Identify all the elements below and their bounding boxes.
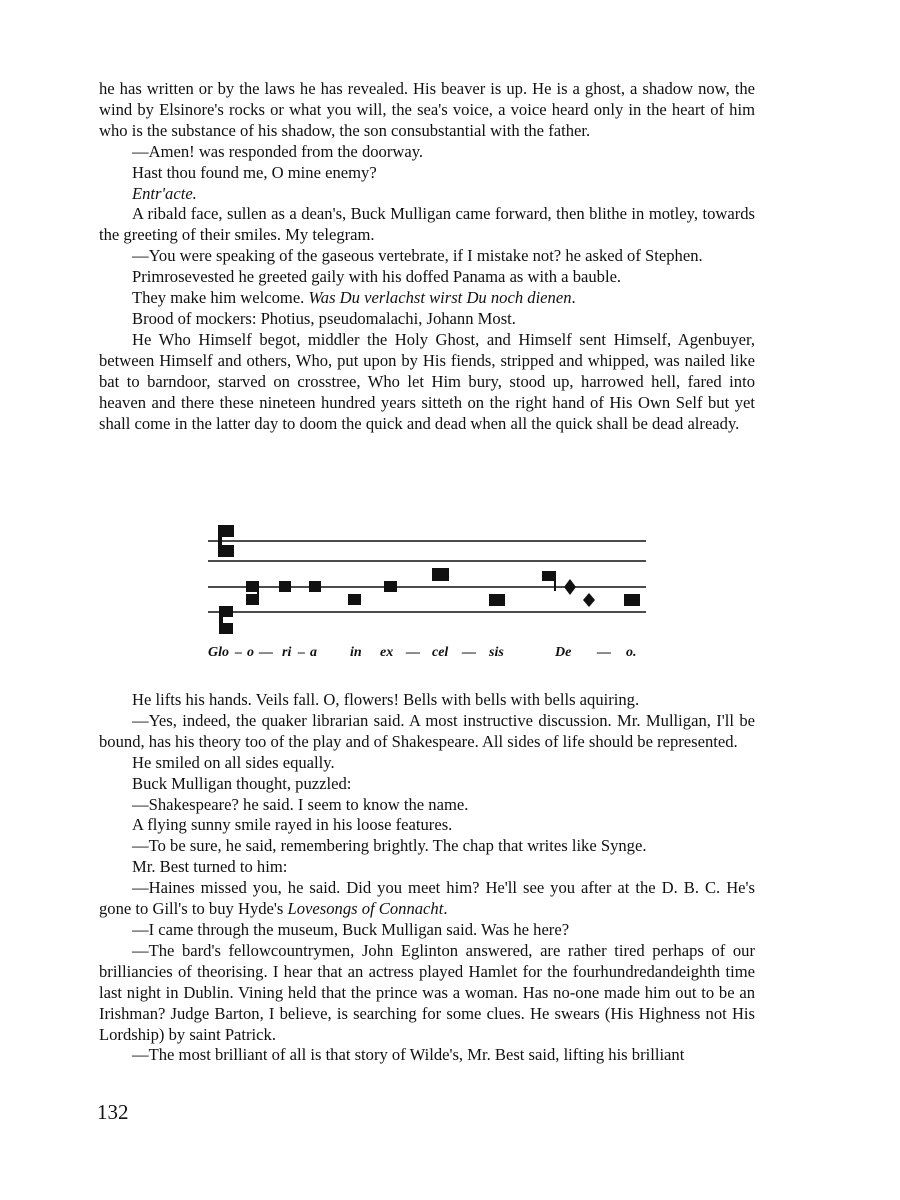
lyric-syllable: a	[310, 645, 317, 660]
paragraph: —I came through the museum, Buck Mulligan said. Was he here?	[132, 919, 570, 939]
music-notation	[200, 515, 660, 665]
text-run: .	[443, 899, 448, 919]
text-run: —Haines missed you, he said. Did you meet him? He'll see you after at the D. B. C. He's gone to Gill's to buy Hyde's	[99, 878, 755, 919]
lyric-syllable: –	[235, 645, 242, 660]
note	[489, 594, 505, 606]
lyric-syllable: cel	[432, 645, 449, 660]
text-run: They make him welcome.	[132, 288, 309, 308]
paragraph: Mr. Best turned to him:	[132, 857, 288, 877]
paragraph: Hast thou found me, O mine enemy?	[132, 162, 377, 182]
page-number: 132	[97, 1100, 129, 1124]
lyric-syllable: ri	[282, 645, 292, 660]
lyric-syllable: —	[462, 645, 476, 660]
lyric-syllable: o	[247, 645, 254, 660]
lyric-syllable: —	[406, 645, 420, 660]
note	[309, 581, 321, 592]
paragraph: —Amen! was responded from the doorway.	[132, 141, 424, 161]
lyric-syllable: o.	[626, 645, 637, 660]
staff-lines	[208, 541, 646, 612]
note	[384, 581, 397, 592]
paragraph: He smiled on all sides equally.	[132, 752, 335, 772]
italic-text: Was Du verlachst wirst Du noch dienen	[308, 288, 572, 308]
note-diamond	[564, 579, 576, 595]
note	[279, 581, 291, 592]
paragraph: —The most brilliant of all is that story of Wilde's, Mr. Best said, lifting his brilliant	[132, 1045, 685, 1065]
note	[432, 568, 449, 581]
note	[542, 571, 556, 581]
lyric-syllable: in	[350, 645, 362, 660]
paragraph: —Shakespeare? he said. I seem to know the name.	[132, 794, 469, 814]
lyric-syllable: sis	[489, 645, 504, 660]
paragraph: A ribald face, sullen as a dean's, Buck Mulligan came forward, then blithe in motley, towards the greeting of their smiles. My telegram.	[99, 204, 755, 245]
paragraph: —You were speaking of the gaseous vertebrate, if I mistake not? he asked of Stephen.	[132, 246, 703, 266]
note	[348, 594, 361, 605]
paragraph-italic	[99, 184, 755, 205]
italic-text: Lovesongs of Connacht	[287, 899, 444, 919]
note-diamond	[583, 593, 595, 607]
paragraph: —To be sure, he said, remembering brightly. The chap that writes like Synge.	[132, 836, 647, 856]
lyric-syllable: —	[259, 645, 273, 660]
paragraph: A flying sunny smile rayed in his loose features.	[132, 815, 453, 835]
lyric-syllable: –	[298, 645, 305, 660]
lyric-syllable: ex	[380, 645, 394, 660]
paragraph: —Yes, indeed, the quaker librarian said. A most instructive discussion. Mr. Mulligan, I'll be bound, has his theory too of the play and of Shakespeare. All sides of life should be represented.	[99, 710, 755, 751]
italic-text: Entr'acte.	[132, 183, 197, 203]
top-text-block	[99, 79, 755, 434]
paragraph	[99, 878, 755, 920]
lyric-syllable: —	[597, 645, 611, 660]
paragraph: he has written or by the laws he has revealed. His beaver is up. He is a ghost, a shadow now, the wind by Elsinore's rocks or what you will, the sea's voice, a voice heard only in the heart of him who is the substance of his shadow, the son consubstantial with the father.	[99, 79, 755, 140]
lyrics	[208, 645, 637, 660]
bottom-text-block	[99, 690, 755, 1066]
paragraph: Brood of mockers: Photius, pseudomalachi, Johann Most.	[132, 308, 516, 328]
paragraph: Primrosevested he greeted gaily with his doffed Panama as with a bauble.	[132, 267, 622, 287]
text-run: .	[571, 288, 576, 308]
paragraph: —The bard's fellowcountrymen, John Eglinton answered, are rather tired perhaps of our brilliancies of theorising. I hear that an actress played Hamlet for the fourhundredandeighth time last night in Dublin. Vining held that the prince was a woman. Has no-one made him out to be an Irishman? Judge Barton, I believe, is searching for some clues. He swears (His Highness not His Lordship) by saint Patrick.	[99, 940, 755, 1044]
paragraph: He Who Himself begot, middler the Holy Ghost, and Himself sent Himself, Agenbuyer, between Himself and others, Who, put upon by His fiends, stripped and whipped, was nailed like bat to barndoor, starved on crosstree, Who let Him bury, stood up, harrowed hell, fared into heaven and there these nineteen hundred years sitteth on the right hand of His Own Self but yet shall come in the latter day to doom the quick and dead when all the quick shall be dead already.	[99, 329, 755, 433]
paragraph: He lifts his hands. Veils fall. O, flowers! Bells with bells with bells aquiring.	[132, 690, 640, 709]
lyric-syllable: De	[555, 645, 572, 660]
lyric-syllable: Glo	[208, 645, 229, 660]
paragraph	[99, 288, 755, 309]
paragraph: Buck Mulligan thought, puzzled:	[132, 773, 352, 793]
note	[624, 594, 640, 606]
clef	[219, 606, 233, 634]
